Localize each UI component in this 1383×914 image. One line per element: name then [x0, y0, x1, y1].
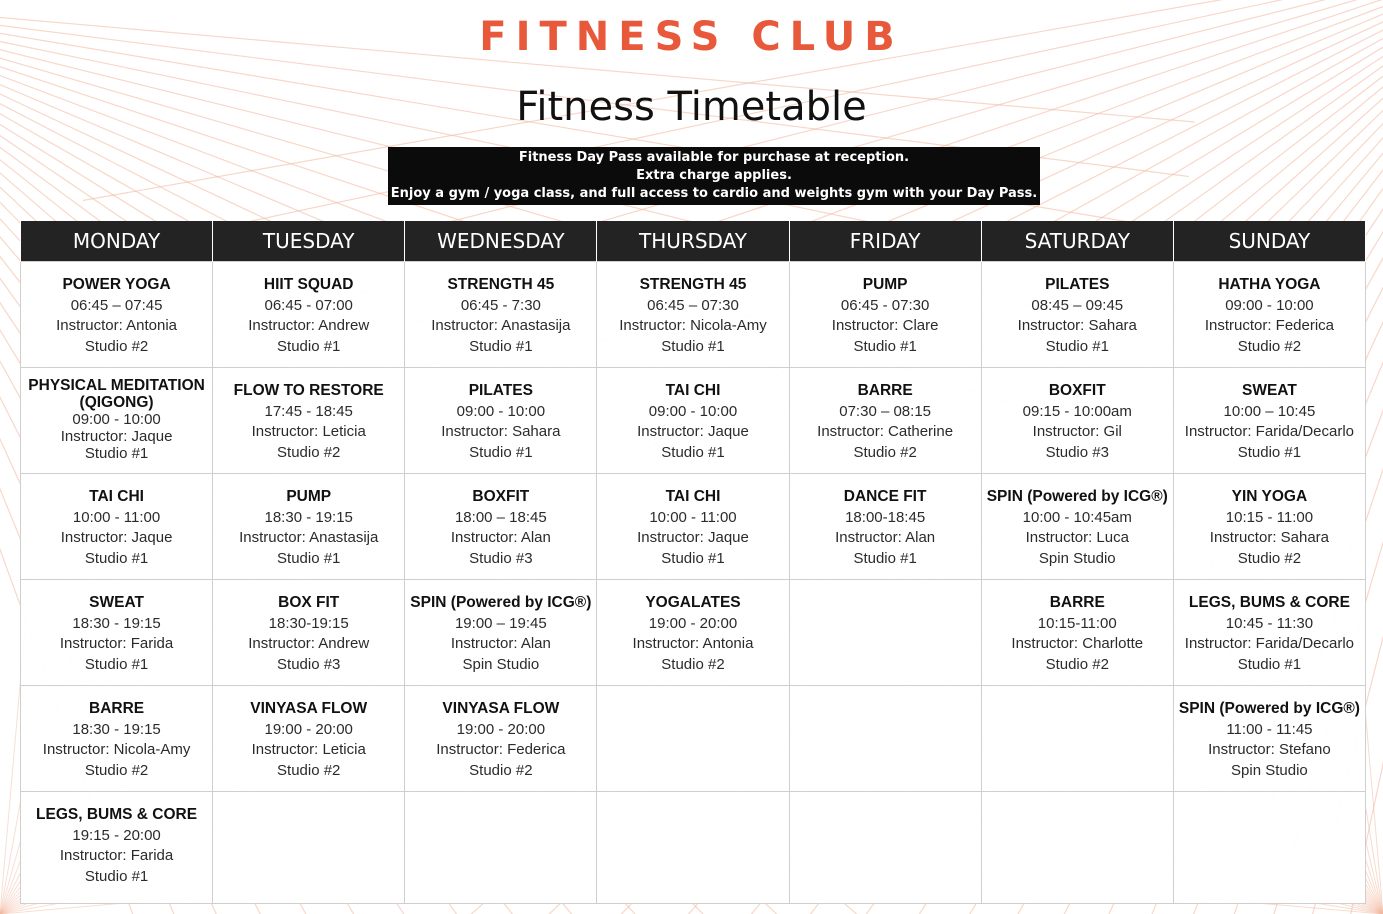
class-slot-content [407, 487, 594, 569]
day-header-sunday: SUNDAY [1173, 221, 1365, 262]
class-slot-content [407, 381, 594, 463]
class-instructor: Instructor: Andrew [248, 635, 370, 652]
class-instructor: Instructor: Jaque [637, 423, 749, 440]
class-studio: Studio #1 [84, 655, 149, 673]
empty-slot [1173, 792, 1365, 904]
day-header-saturday: SATURDAY [981, 221, 1173, 262]
class-time: 08:45 – 09:45 [1031, 296, 1124, 314]
class-slot-content [215, 275, 402, 357]
class-name: YOGALATES [645, 594, 741, 611]
empty-slot [981, 686, 1173, 792]
class-slot [1173, 368, 1365, 474]
empty-slot [597, 792, 789, 904]
day-header-thursday: THURSDAY [597, 221, 789, 262]
class-slot-content [984, 487, 1171, 569]
class-studio: Studio #3 [1045, 443, 1109, 461]
class-slot [597, 262, 789, 368]
class-time: 10:15-11:00 [1037, 614, 1117, 632]
class-instructor: Instructor: Antonia [56, 317, 178, 334]
class-slot-content [23, 487, 210, 569]
class-name: BOX FIT [278, 594, 340, 611]
class-name: YIN YOGA [1231, 488, 1308, 505]
class-slot-content [407, 699, 594, 781]
empty-slot [789, 686, 981, 792]
class-studio: Studio #2 [277, 443, 341, 461]
class-slot-content [792, 275, 979, 357]
day-header-friday: FRIDAY [789, 221, 981, 262]
class-name: LEGS, BUMS & CORE [36, 806, 198, 823]
class-studio: Studio #1 [84, 549, 149, 567]
class-studio: Studio #2 [853, 443, 917, 461]
class-studio: Studio #2 [1237, 337, 1302, 355]
class-instructor: Instructor: Federica [436, 741, 566, 758]
class-time: 18:30-19:15 [268, 614, 349, 632]
class-studio: Spin Studio [1038, 549, 1116, 567]
class-slot [21, 792, 213, 904]
class-instructor: Instructor: Luca [1025, 529, 1129, 546]
class-instructor: Instructor: Alan [450, 529, 551, 546]
class-slot-content [1176, 487, 1363, 569]
class-time: 19:00 - 20:00 [456, 720, 546, 738]
class-slot-content [599, 275, 786, 357]
class-instructor: Instructor: Alan [835, 529, 936, 546]
class-time: 19:15 - 20:00 [72, 826, 161, 844]
class-name: SPIN (Powered by ICG®) [410, 594, 592, 611]
class-studio: Studio #1 [853, 549, 917, 567]
day-pass-notice [388, 147, 1040, 205]
class-instructor: Instructor: Leticia [251, 741, 366, 758]
class-studio: Studio #1 [277, 337, 341, 355]
class-name: BARRE [89, 700, 145, 717]
class-studio: Studio #3 [277, 655, 341, 673]
class-time: 19:00 – 19:45 [454, 614, 547, 632]
timetable-row [21, 580, 1366, 686]
class-name: TAI CHI [665, 382, 721, 399]
timetable-row [21, 368, 1366, 474]
class-time: 18:30 - 19:15 [72, 720, 161, 738]
class-slot-content [23, 805, 210, 887]
class-instructor: Instructor: Stefano [1208, 741, 1331, 758]
class-instructor: Instructor: Anastasija [239, 529, 379, 546]
class-slot-content [23, 593, 210, 675]
class-time: 10:45 - 11:30 [1225, 614, 1314, 632]
class-name: PUMP [286, 488, 332, 505]
class-instructor: Instructor: Nicola-Amy [619, 317, 767, 334]
class-name: PUMP [862, 276, 908, 293]
class-name: HIIT SQUAD [263, 276, 354, 293]
class-slot-content [215, 593, 402, 675]
class-studio: Studio #1 [277, 549, 341, 567]
class-studio: Studio #1 [1237, 655, 1302, 673]
class-instructor: Instructor: Alan [450, 635, 551, 652]
class-slot-content [215, 699, 402, 781]
class-slot-content [984, 381, 1171, 463]
class-time: 11:00 - 11:45 [1226, 720, 1313, 738]
class-slot [981, 474, 1173, 580]
class-studio: Studio #1 [1237, 443, 1302, 461]
empty-slot [789, 792, 981, 904]
class-studio: Studio #1 [661, 549, 725, 567]
class-studio: Studio #1 [84, 445, 149, 462]
class-slot [1173, 474, 1365, 580]
class-time: 10:00 - 11:00 [72, 508, 161, 526]
page-title: Fitness Timetable [516, 84, 867, 130]
timetable-row [21, 262, 1366, 368]
class-slot-content [599, 487, 786, 569]
empty-slot [405, 792, 597, 904]
class-studio: Studio #1 [84, 867, 149, 885]
class-slot [405, 686, 597, 792]
class-slot [981, 262, 1173, 368]
day-header-wednesday: WEDNESDAY [405, 221, 597, 262]
class-instructor: Instructor: Clare [831, 317, 939, 334]
class-slot [981, 368, 1173, 474]
class-name: VINYASA FLOW [442, 700, 560, 717]
class-studio: Spin Studio [1231, 761, 1308, 779]
class-slot [597, 368, 789, 474]
class-studio: Studio #2 [1045, 655, 1109, 673]
class-studio: Studio #3 [469, 549, 533, 567]
class-slot [597, 474, 789, 580]
class-slot-content [23, 275, 210, 357]
class-slot [405, 368, 597, 474]
class-time: 06:45 – 07:45 [70, 296, 163, 314]
class-instructor: Instructor: Anastasija [431, 317, 571, 334]
class-instructor: Instructor: Farida [59, 847, 174, 864]
class-slot-content [407, 275, 594, 357]
class-name: BARRE [857, 382, 913, 399]
class-slot-content [792, 381, 979, 463]
timetable-body [21, 262, 1366, 904]
class-studio: Studio #1 [853, 337, 917, 355]
class-name: TAI CHI [665, 488, 721, 505]
class-name: STRENGTH 45 [639, 276, 747, 293]
class-slot [21, 474, 213, 580]
class-instructor: Instructor: Federica [1204, 317, 1335, 334]
class-instructor: Instructor: Sahara [1017, 317, 1137, 334]
class-time: 10:00 - 10:45am [1022, 508, 1132, 526]
class-name: SWEAT [1242, 382, 1297, 399]
class-slot [213, 686, 405, 792]
class-slot-content [599, 381, 786, 463]
class-instructor: Instructor: Farida/Decarlo [1184, 423, 1355, 440]
class-slot [21, 580, 213, 686]
class-studio: Studio #2 [84, 761, 149, 779]
class-slot [21, 368, 213, 474]
class-slot [1173, 580, 1365, 686]
class-slot-content [215, 487, 402, 569]
empty-slot [213, 792, 405, 904]
class-studio: Studio #2 [469, 761, 533, 779]
class-instructor: Instructor: Leticia [251, 423, 366, 440]
class-time: 06:45 – 07:30 [647, 296, 739, 314]
class-instructor: Instructor: Charlotte [1011, 635, 1144, 652]
timetable-row [21, 686, 1366, 792]
class-studio: Studio #1 [661, 337, 725, 355]
empty-slot [981, 792, 1173, 904]
class-instructor: Instructor: Sahara [441, 423, 561, 440]
empty-slot [597, 686, 789, 792]
class-slot-content [984, 275, 1171, 357]
class-studio: Studio #2 [661, 655, 725, 673]
class-slot [597, 580, 789, 686]
day-header-row [21, 221, 1366, 262]
class-time: 18:00-18:45 [845, 508, 926, 526]
class-slot [213, 368, 405, 474]
timetable-row [21, 792, 1366, 904]
class-slot-content [1176, 275, 1363, 357]
class-time: 06:45 - 07:30 [840, 296, 930, 314]
class-slot-content [407, 593, 594, 675]
class-slot [213, 262, 405, 368]
class-name: PILATES [1045, 276, 1110, 293]
class-name: POWER YOGA [62, 276, 171, 293]
class-name: FLOW TO RESTORE [233, 382, 384, 399]
class-slot [21, 262, 213, 368]
class-name: TAI CHI [89, 488, 144, 505]
class-studio: Studio #2 [84, 337, 149, 355]
class-name: PILATES [468, 382, 533, 399]
class-time: 19:00 - 20:00 [648, 614, 738, 632]
class-slot [789, 368, 981, 474]
class-slot [405, 580, 597, 686]
class-name: SPIN (Powered by ICG®) [986, 488, 1168, 505]
class-slot [213, 474, 405, 580]
class-instructor: Instructor: Gil [1032, 423, 1122, 440]
empty-slot [789, 580, 981, 686]
class-slot-content [1176, 381, 1363, 463]
class-slot-content [1176, 593, 1363, 675]
day-header-tuesday: TUESDAY [213, 221, 405, 262]
class-time: 10:00 - 11:00 [649, 508, 737, 526]
class-studio: Studio #1 [1045, 337, 1109, 355]
day-header-monday: MONDAY [21, 221, 213, 262]
class-name: LEGS, BUMS & CORE [1188, 594, 1350, 611]
class-slot [789, 262, 981, 368]
class-time: 18:30 - 19:15 [72, 614, 161, 632]
class-slot [1173, 262, 1365, 368]
class-studio: Studio #2 [1237, 549, 1302, 567]
class-instructor: Instructor: Antonia [632, 635, 754, 652]
class-name: BOXFIT [472, 488, 530, 505]
class-instructor: Instructor: Jaque [60, 428, 173, 445]
class-time: 06:45 - 7:30 [460, 296, 541, 314]
class-time: 07:30 – 08:15 [839, 402, 932, 420]
class-studio: Studio #1 [469, 337, 533, 355]
class-instructor: Instructor: Andrew [248, 317, 370, 334]
class-instructor: Instructor: Nicola-Amy [42, 741, 191, 758]
class-slot [21, 686, 213, 792]
class-slot [789, 474, 981, 580]
class-time: 09:15 - 10:00am [1022, 402, 1132, 420]
class-slot-content [215, 381, 402, 463]
class-time: 17:45 - 18:45 [264, 402, 353, 420]
class-time: 18:00 – 18:45 [454, 508, 547, 526]
class-time: 19:00 - 20:00 [264, 720, 353, 738]
class-name: HATHA YOGA [1218, 276, 1321, 293]
class-name: BOXFIT [1048, 382, 1106, 399]
class-slot-content [792, 487, 979, 569]
class-name: STRENGTH 45 [447, 276, 555, 293]
notice-line: Extra charge applies. [636, 168, 792, 183]
class-slot [1173, 686, 1365, 792]
class-slot-content [1176, 699, 1363, 781]
class-slot-content [23, 377, 210, 462]
class-studio: Spin Studio [462, 655, 540, 673]
class-name: BARRE [1049, 594, 1105, 611]
class-time: 09:00 - 10:00 [456, 402, 546, 420]
class-instructor: Instructor: Sahara [1209, 529, 1330, 546]
class-name: SPIN (Powered by ICG®) [1178, 700, 1360, 717]
class-instructor: Instructor: Jaque [60, 529, 173, 546]
class-studio: Studio #1 [469, 443, 533, 461]
brand-logo-text: FITNESS CLUB [479, 14, 904, 60]
class-time: 10:15 - 11:00 [1225, 508, 1314, 526]
class-name: SWEAT [89, 594, 144, 611]
class-name: DANCE FIT [843, 488, 927, 505]
notice-line: Fitness Day Pass available for purchase at reception. [518, 150, 910, 165]
class-time: 09:00 - 10:00 [1225, 296, 1314, 314]
class-studio: Studio #1 [661, 443, 725, 461]
class-time: 09:00 - 10:00 [72, 411, 161, 428]
class-name: VINYASA FLOW [250, 700, 368, 717]
class-instructor: Instructor: Farida/Decarlo [1184, 635, 1355, 652]
notice-line: Enjoy a gym / yoga class, and full access to cardio and weights gym with your Day Pass. [390, 186, 1038, 201]
class-instructor: Instructor: Farida [59, 635, 174, 652]
class-time: 06:45 - 07:00 [264, 296, 353, 314]
class-slot-content [599, 593, 786, 675]
class-name: PHYSICAL MEDITATION (QIGONG) [28, 377, 205, 411]
class-instructor: Instructor: Catherine [817, 423, 954, 440]
class-time: 10:00 – 10:45 [1223, 402, 1316, 420]
class-time: 09:00 - 10:00 [648, 402, 738, 420]
class-slot-content [23, 699, 210, 781]
class-slot [981, 580, 1173, 686]
class-time: 18:30 - 19:15 [264, 508, 353, 526]
class-slot [405, 474, 597, 580]
class-slot-content [984, 593, 1171, 675]
timetable-row [21, 474, 1366, 580]
class-slot [405, 262, 597, 368]
class-slot [213, 580, 405, 686]
class-studio: Studio #2 [277, 761, 341, 779]
class-instructor: Instructor: Jaque [637, 529, 749, 546]
timetable [20, 221, 1366, 904]
